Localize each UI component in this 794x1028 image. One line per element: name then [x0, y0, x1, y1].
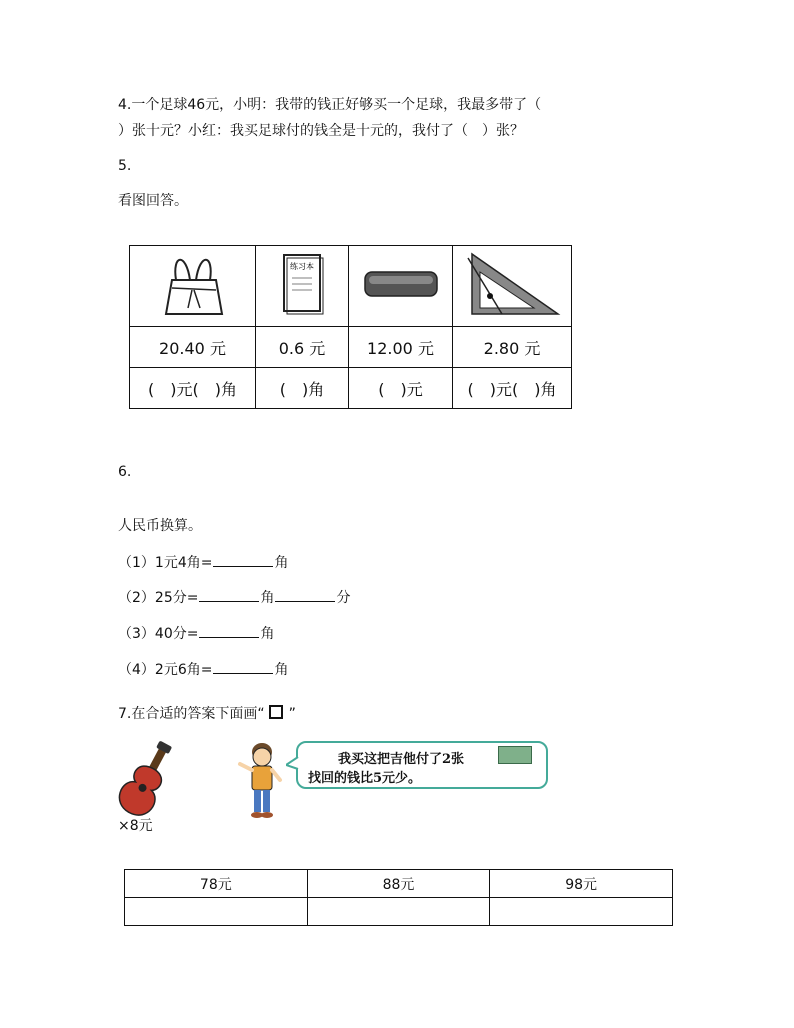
- price-handbag: 20.40 元: [130, 327, 256, 368]
- option-78: 78元: [125, 870, 308, 898]
- price-pencil-case: 12.00 元: [349, 327, 453, 368]
- q6-item-3: （3）40分= 角: [118, 623, 274, 643]
- speech-line-1: 我买这把吉他付了2张: [338, 752, 465, 767]
- guitar-icon: [114, 738, 174, 820]
- answer-blank[interactable]: [275, 587, 335, 602]
- option-88: 88元: [307, 870, 490, 898]
- exercise-book-icon: [280, 252, 324, 316]
- handbag-icon: [158, 250, 228, 318]
- mark-cell-98[interactable]: [490, 898, 673, 926]
- speech-bubble: [296, 741, 548, 789]
- set-square-cell: [453, 246, 572, 327]
- answer-blank[interactable]: [199, 623, 259, 638]
- pencil-case-icon: [361, 264, 441, 304]
- q7-title: 7.在合适的答案下面画“ ”: [118, 706, 296, 722]
- option-98: 98元: [490, 870, 673, 898]
- answer-blank[interactable]: [199, 587, 259, 602]
- pencil-case-cell: [349, 246, 453, 327]
- q5-price-table: [129, 245, 572, 409]
- answer-blank[interactable]: [213, 552, 273, 567]
- speech-line-2: 找回的钱比5元少。: [308, 771, 422, 786]
- handbag-cell: [130, 246, 256, 327]
- q7-options-table: [124, 869, 673, 926]
- answer-exercise-book[interactable]: ( )角: [256, 368, 349, 409]
- banknote-icon: [498, 746, 532, 764]
- mark-cell-88[interactable]: [307, 898, 490, 926]
- answer-pencil-case[interactable]: ( )元: [349, 368, 453, 409]
- answer-blank[interactable]: [213, 659, 273, 674]
- set-square-icon: [462, 250, 562, 318]
- price-set-square: 2.80 元: [453, 327, 572, 368]
- price-exercise-book: 0.6 元: [256, 327, 349, 368]
- q5-instruction: 看图回答。: [118, 193, 188, 209]
- q6-instruction: 人民币换算。: [118, 518, 202, 534]
- q6-item-2: （2）25分= 角 分: [118, 587, 350, 607]
- square-mark-icon: [269, 705, 283, 719]
- q4-line1: 4.一个足球46元，小明：我带的钱正好够买一个足球，我最多带了（: [118, 97, 542, 113]
- exercise-book-cell: [256, 246, 349, 327]
- answer-set-square[interactable]: ( )元( )角: [453, 368, 572, 409]
- q5-number: 5.: [118, 158, 132, 174]
- answer-handbag[interactable]: ( )元( )角: [130, 368, 256, 409]
- guitar-price-label: ×8元: [118, 818, 153, 834]
- mark-cell-78[interactable]: [125, 898, 308, 926]
- q4-line2: ）张十元？小红：我买足球付的钱全是十元的，我付了（ ）张？: [118, 123, 524, 139]
- q6-number: 6.: [118, 464, 132, 480]
- boy-icon: [234, 740, 288, 820]
- q6-item-4: （4）2元6角= 角: [118, 659, 288, 679]
- book-title: 练习本: [290, 262, 314, 271]
- q6-item-1: （1）1元4角= 角: [118, 552, 288, 572]
- speech-tail-icon: [286, 757, 300, 771]
